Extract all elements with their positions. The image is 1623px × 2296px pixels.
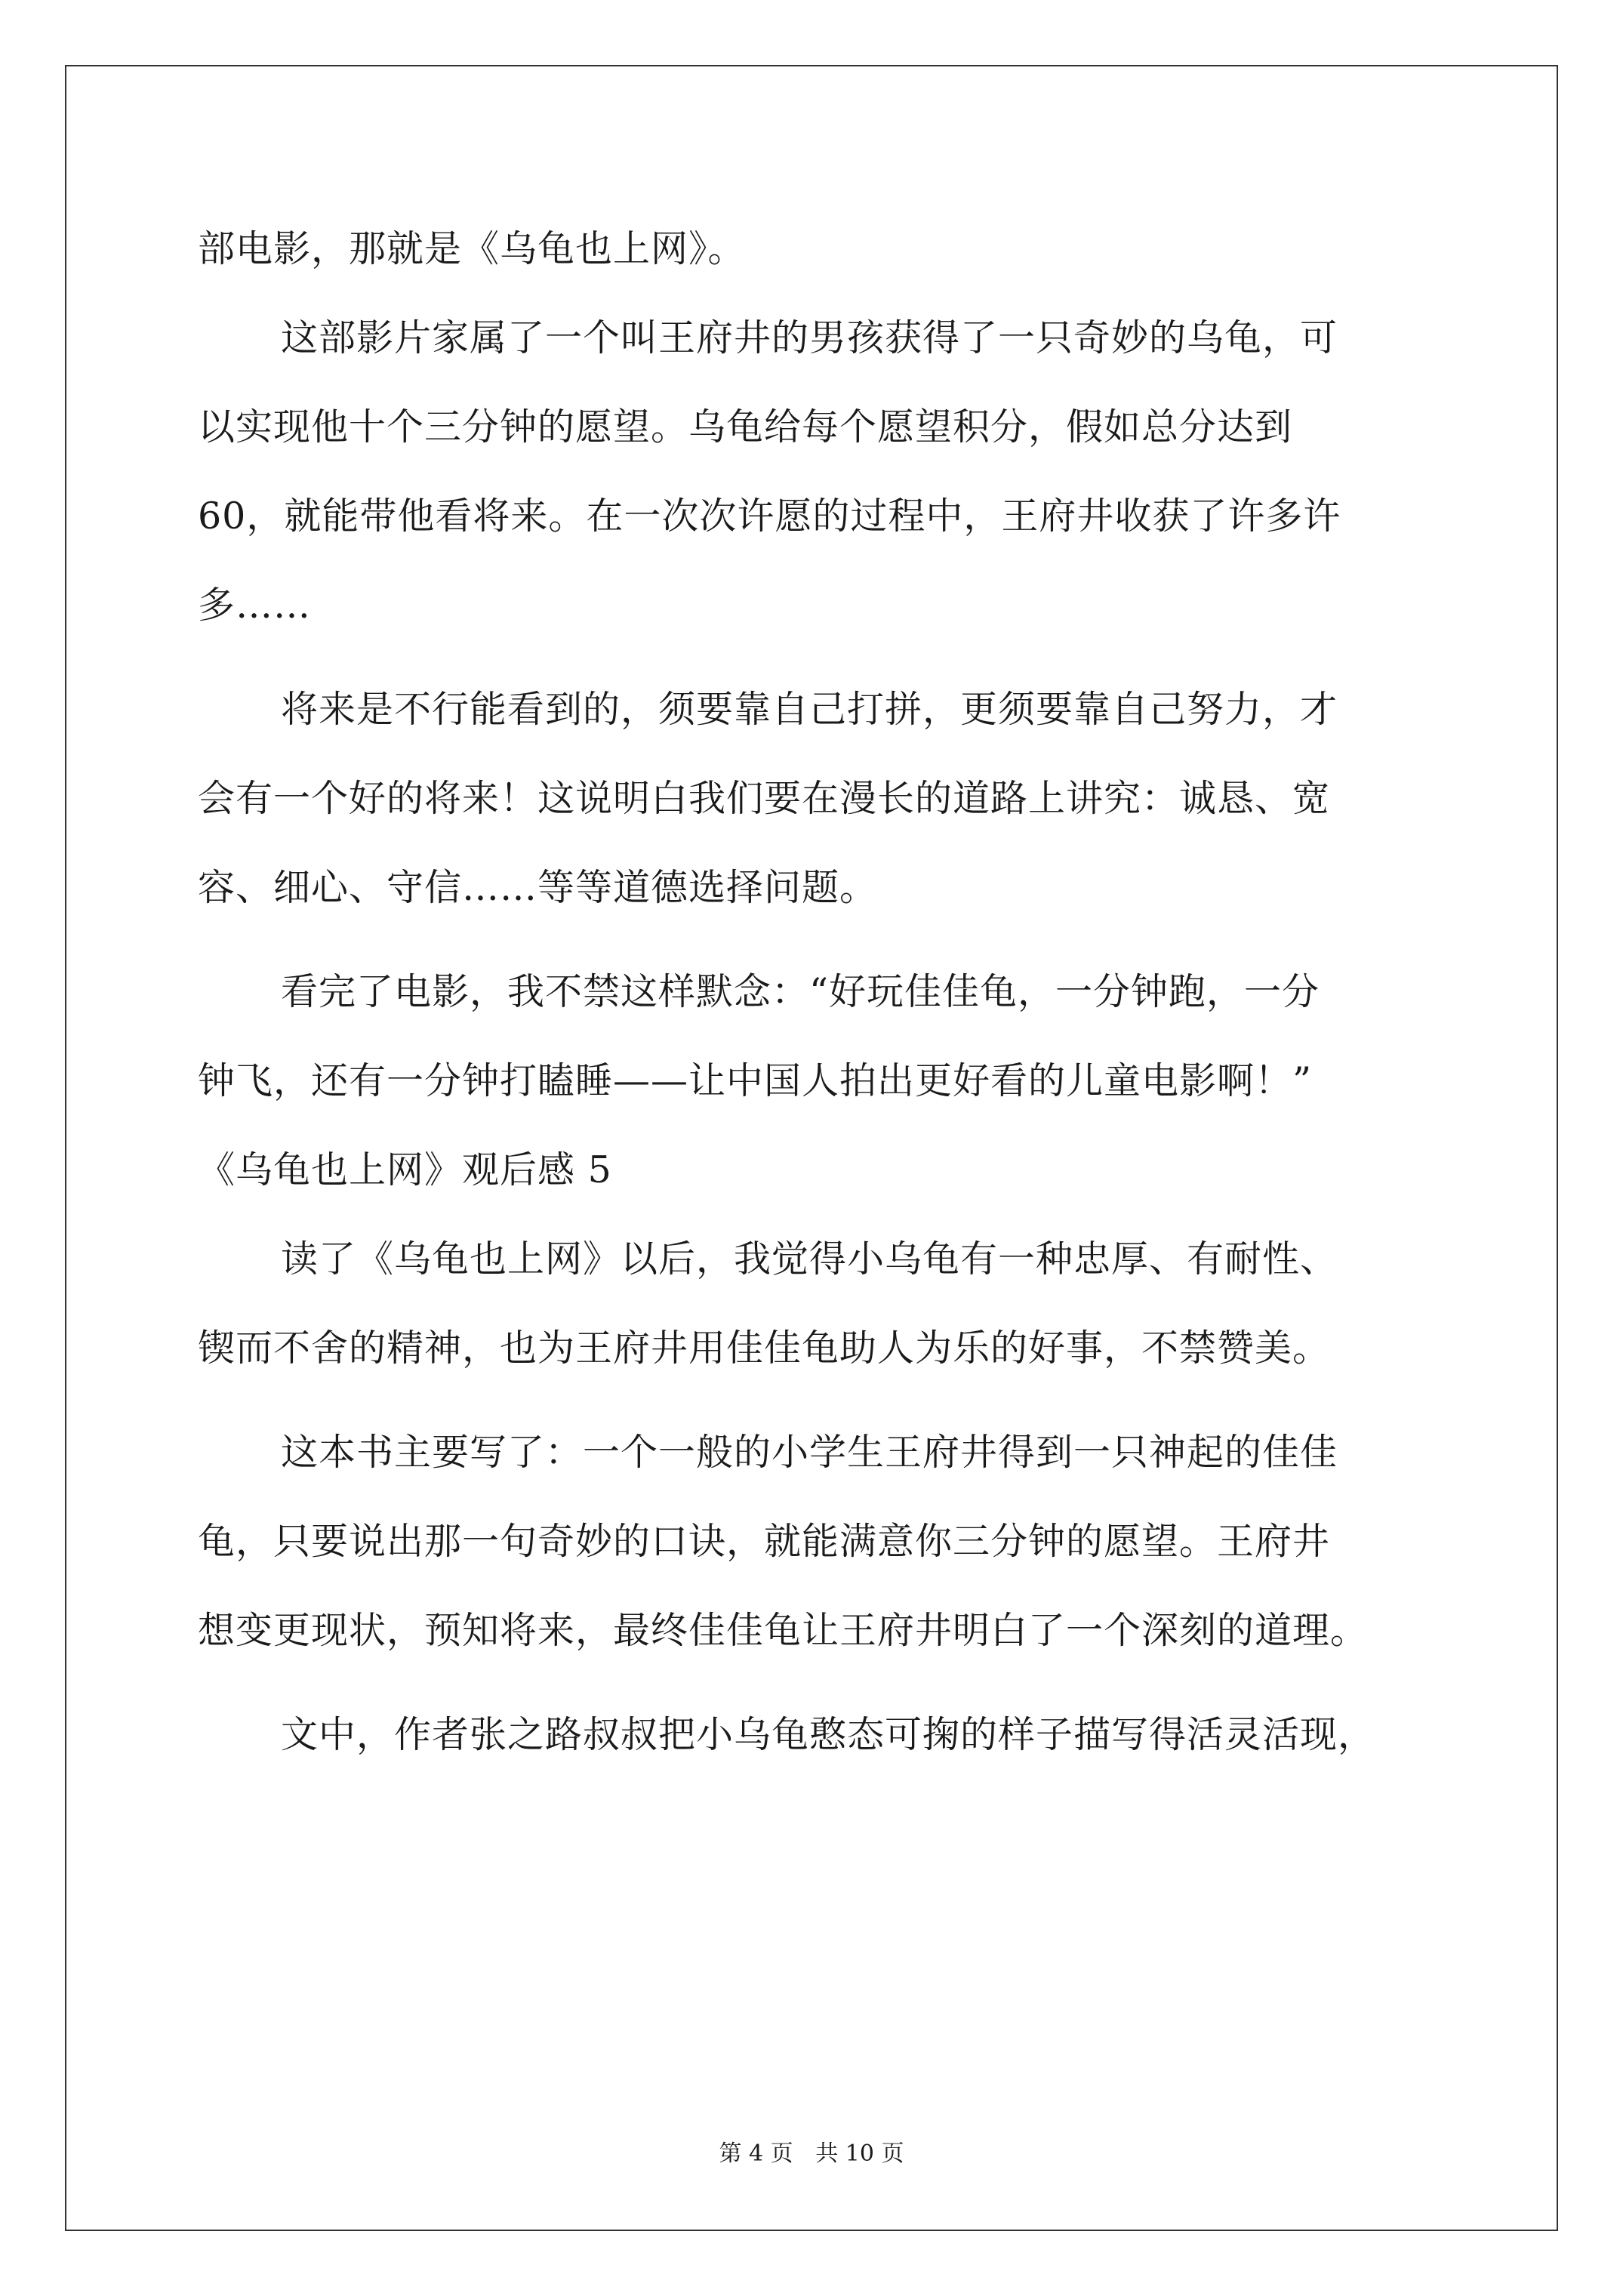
page-number: 第 4 页 xyxy=(719,2140,793,2167)
section-heading: 《乌龟也上网》观后感 5 xyxy=(198,1148,612,1191)
text-line: 想变更现状，预知将来，最终佳佳龟让王府井明白了一个深刻的道理。 xyxy=(198,1609,1369,1652)
page-total: 共 10 页 xyxy=(815,2140,904,2167)
text-line: 60，就能带他看将来。在一次次许愿的过程中，王府井收获了许多许 xyxy=(198,495,1341,538)
page-footer xyxy=(0,2140,1623,2168)
paragraph-line: 这部影片家属了一个叫王府井的男孩获得了一只奇妙的乌龟，可 xyxy=(281,316,1338,359)
text-line: 部电影，那就是《乌龟也上网》。 xyxy=(198,227,746,270)
paragraph-line: 文中，作者张之路叔叔把小乌龟憨态可掬的样子描写得活灵活现， xyxy=(281,1713,1376,1756)
text-line: 容、细心、守信……等等道德选择问题。 xyxy=(198,866,878,909)
text-line: 钟飞，还有一分钟打瞌睡——让中国人拍出更好看的儿童电影啊！” xyxy=(198,1059,1313,1102)
text-line: 会有一个好的将来！这说明白我们要在漫长的道路上讲究：诚恳、宽 xyxy=(198,777,1331,820)
text-line: 以实现他十个三分钟的愿望。乌龟给每个愿望积分，假如总分达到 xyxy=(198,405,1293,448)
paragraph-line: 这本书主要写了：一个一般的小学生王府井得到一只神起的佳佳 xyxy=(281,1431,1338,1474)
paragraph-line: 读了《乌龟也上网》以后，我觉得小乌龟有一种忠厚、有耐性、 xyxy=(281,1237,1338,1281)
paragraph-line: 将来是不行能看到的，须要靠自己打拼，更须要靠自己努力，才 xyxy=(281,688,1338,731)
text-line: 多…… xyxy=(198,584,312,627)
text-line: 龟，只要说出那一句奇妙的口诀，就能满意你三分钟的愿望。王府井 xyxy=(198,1520,1331,1563)
paragraph-line: 看完了电影，我不禁这样默念：“好玩佳佳龟，一分钟跑，一分 xyxy=(281,970,1320,1013)
text-line: 锲而不舍的精神，也为王府井用佳佳龟助人为乐的好事，不禁赞美。 xyxy=(198,1327,1331,1370)
